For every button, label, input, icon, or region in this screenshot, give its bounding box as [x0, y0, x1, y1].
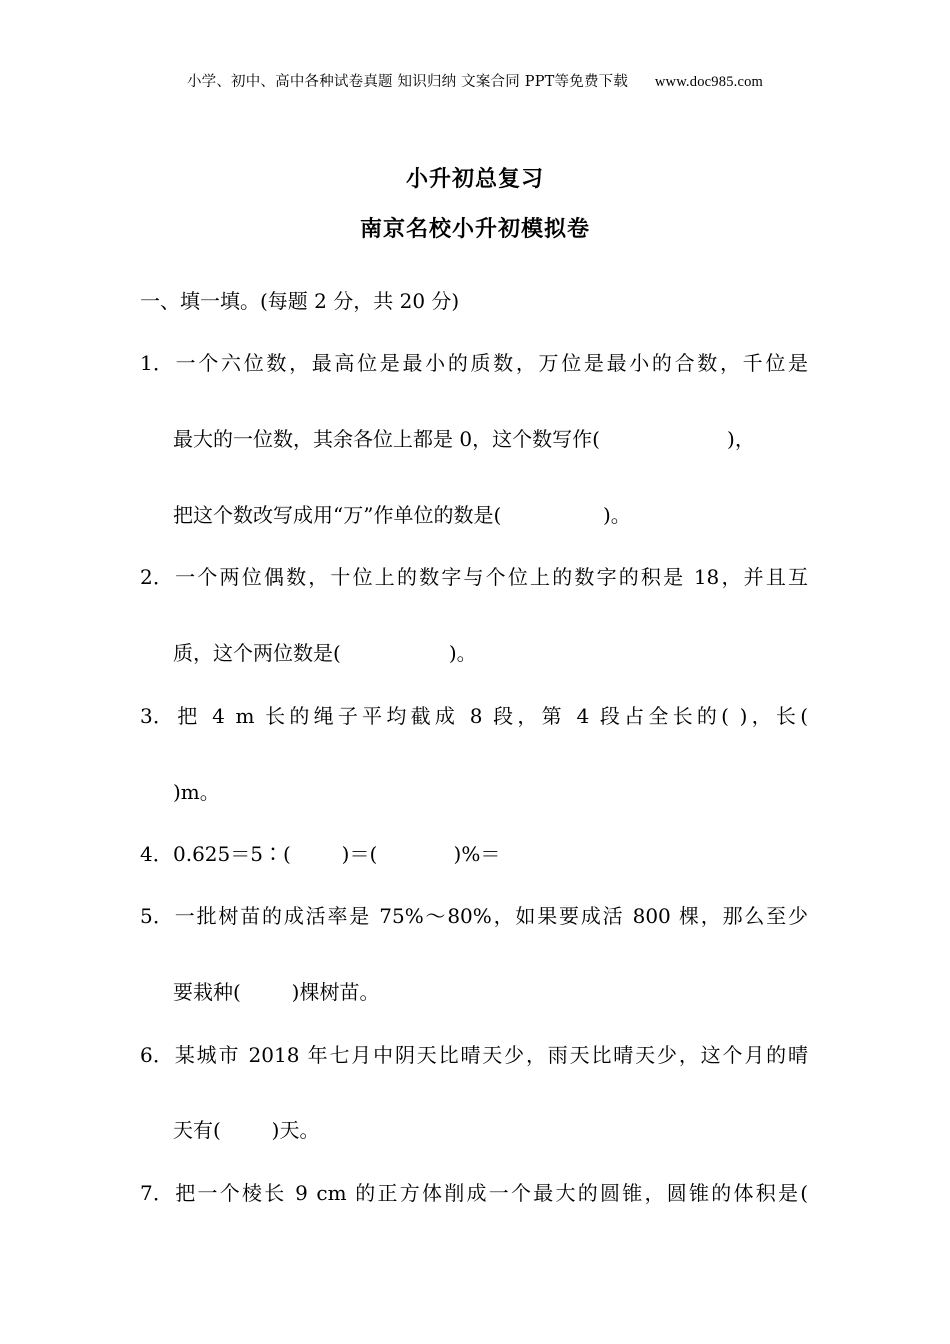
page-header	[0, 70, 950, 91]
header-text: 小学、初中、高中各种试卷真题 知识归纳 文案合同 PPT等免费下载	[186, 74, 629, 90]
question-7	[140, 1180, 808, 1206]
question-3-line-2: )m。	[173, 780, 220, 804]
page-subtitle: 南京名校小升初模拟卷	[359, 217, 590, 242]
question-number: 5．	[140, 904, 173, 928]
question-5	[140, 903, 808, 929]
question-number: 7．	[140, 1181, 173, 1205]
header-site: www.doc985.com	[654, 74, 764, 90]
question-1	[140, 350, 808, 376]
question-1-line-2: 最大的一位数，其余各位上都是 0，这个数写作( )，	[173, 427, 755, 451]
question-5-line-2: 要栽种( )棵树苗。	[173, 980, 380, 1004]
section-heading: 一、填一填。(每题 2 分，共 20 分)	[140, 289, 460, 313]
page-title: 小升初总复习	[405, 167, 544, 192]
question-6	[140, 1042, 808, 1068]
question-3	[140, 703, 808, 729]
question-number: 2．	[140, 565, 173, 589]
question-4	[140, 841, 500, 867]
question-text: 一个六位数，最高位是最小的质数，万位是最小的合数，千位是	[173, 351, 808, 375]
question-6-line-2: 天有( )天。	[173, 1118, 320, 1142]
question-text: 把 4 m 长的绳子平均截成 8 段，第 4 段占全长的( )，长(	[173, 704, 808, 728]
question-text: 一个两位偶数，十位上的数字与个位上的数字的积是 18，并且互	[173, 565, 808, 589]
question-text: 一批树苗的成活率是 75%～80%，如果要成活 800 棵，那么至少	[173, 904, 808, 928]
question-number: 1．	[140, 351, 173, 375]
question-1-line-3: 把这个数改写成用“万”作单位的数是( )。	[173, 503, 631, 527]
question-2-line-2: 质，这个两位数是( )。	[173, 641, 477, 665]
question-number: 6．	[140, 1043, 173, 1067]
question-text: 某城市 2018 年七月中阴天比晴天少，雨天比晴天少，这个月的晴	[173, 1043, 808, 1067]
question-text: 0.625＝5∶( )＝( )%＝	[173, 842, 501, 866]
question-text: 把一个棱长 9 cm 的正方体削成一个最大的圆锥，圆锥的体积是(	[173, 1181, 808, 1205]
question-number: 4．	[140, 842, 173, 866]
question-number: 3．	[140, 704, 173, 728]
question-2	[140, 564, 808, 590]
